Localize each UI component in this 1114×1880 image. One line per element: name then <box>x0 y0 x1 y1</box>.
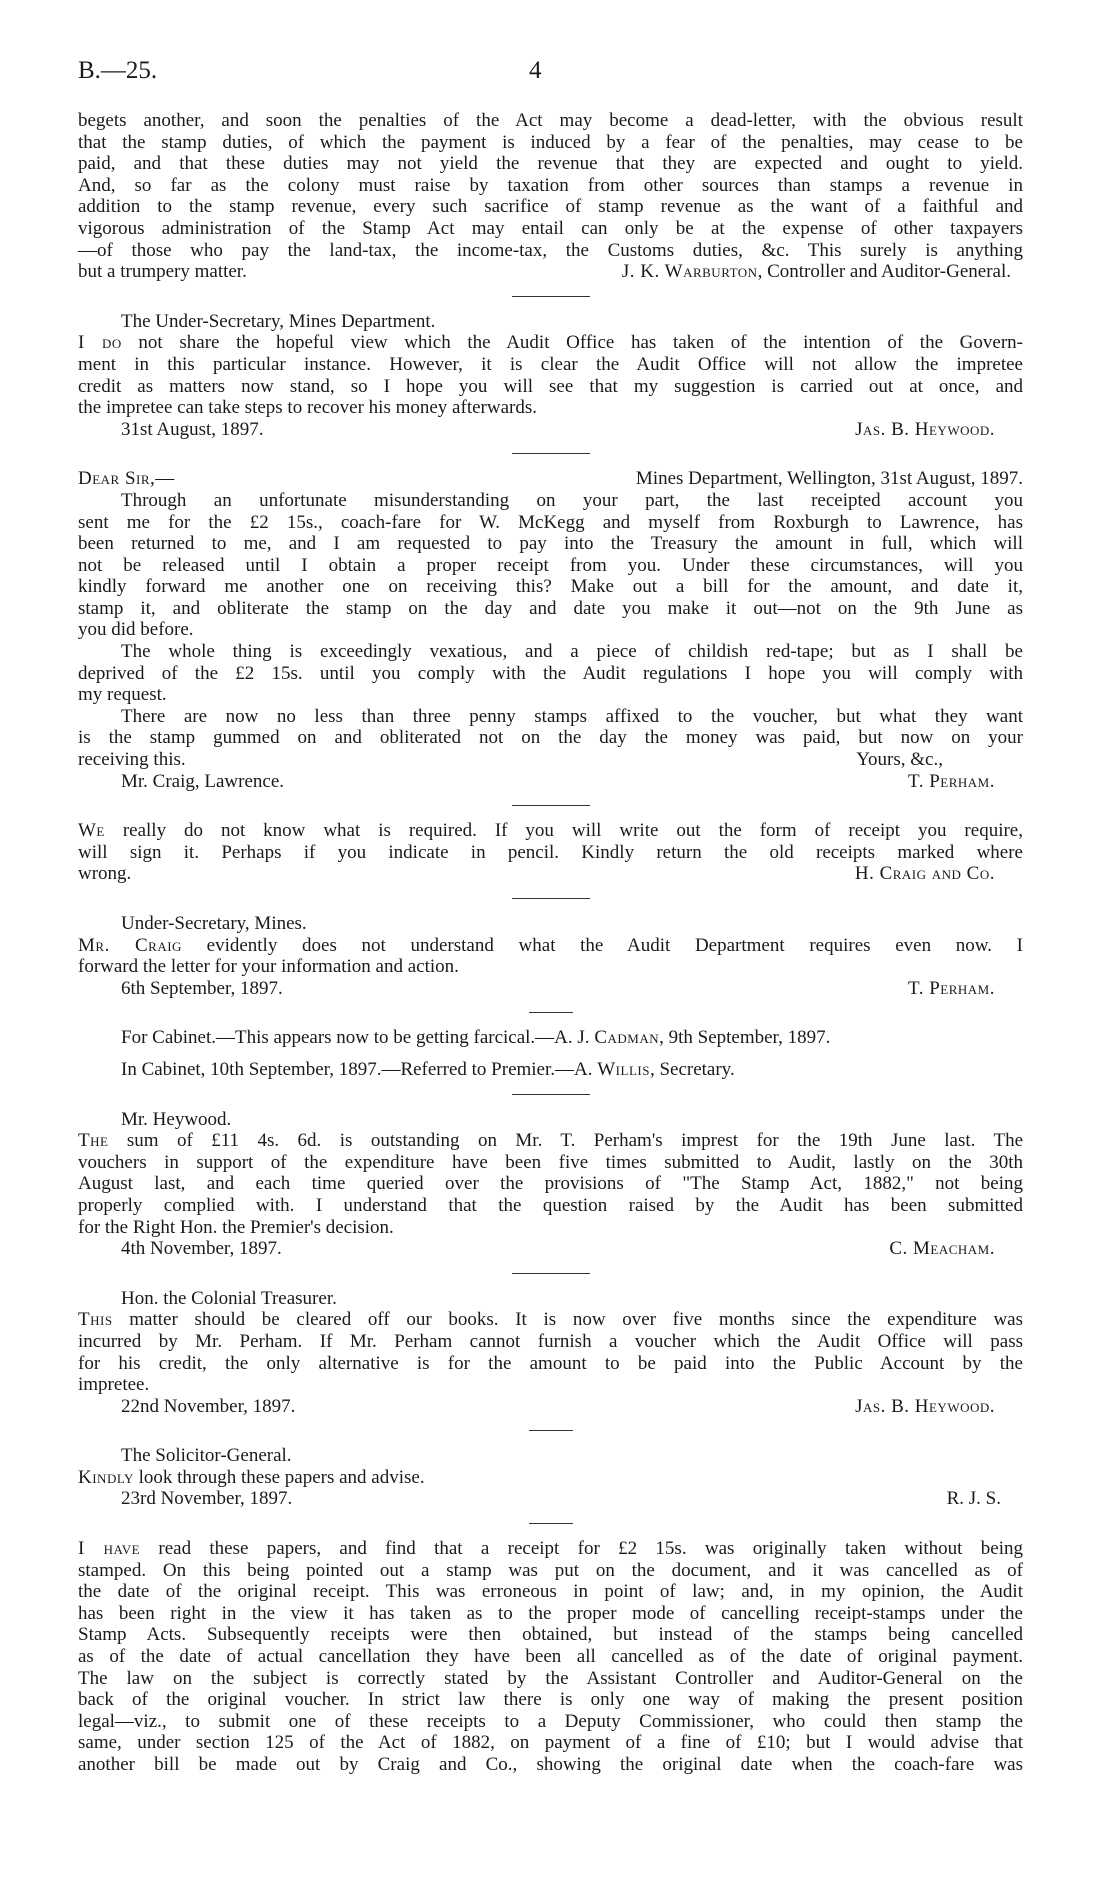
text-segment: matter should be cleared off our books. It is now over five months since the expenditure was <box>112 1309 1023 1331</box>
text-line: incurred by Mr. Perham. If Mr. Perham cannot furnish a voucher which the Audit Office will pass <box>78 1330 1023 1352</box>
text-line: Stamp Acts. Subsequently receipts were then obtained, but instead of the stamps being cancelled <box>78 1624 1023 1646</box>
text-line: kindly forward me another one on receiving this? Make out a bill for the amount, and date it, <box>78 576 1023 598</box>
heywood-minute <box>78 311 1023 441</box>
text-line: as of the date of actual cancellation they have been all cancelled as of the date of original payment. <box>78 1646 1023 1668</box>
signature-row <box>78 1396 1023 1418</box>
section-divider <box>512 453 590 454</box>
signature: T. Perham. <box>908 770 995 792</box>
date: 4th November, 1897. <box>121 1238 282 1260</box>
addressee: Mr. Heywood. <box>121 1108 232 1130</box>
signature-row <box>78 261 1023 283</box>
text-line <box>78 332 1023 354</box>
text-line: impretee. <box>78 1374 150 1396</box>
text-line: legal—viz., to submit one of these receipts to a Deputy Commissioner, who could then stamp the <box>78 1710 1023 1732</box>
text-line: forward the letter for your information and action. <box>78 956 459 978</box>
text-line: but a trumpery matter. <box>78 261 247 283</box>
text-line: August last, and each time queried over the provisions of "The Stamp Act, 1882," not being <box>78 1173 1023 1195</box>
text-segment: read these papers, and find that a receipt for £2 15s. was originally taken without being <box>140 1538 1023 1560</box>
text-line: —of those who pay the land-tax, the income-tax, the Customs duties, &c. This surely is anything <box>78 239 1023 261</box>
text-line: another bill be made out by Craig and Co., showing the original date when the coach-fare was <box>78 1754 1023 1775</box>
text-line: And, so far as the colony must raise by taxation from other sources than stamps a revenue in <box>78 174 1023 196</box>
text-line <box>78 1467 1023 1489</box>
document-reference: B.—25. <box>78 57 158 84</box>
salutation: Dear Sir,— <box>78 468 175 490</box>
section-divider <box>512 1273 590 1274</box>
meacham-minute <box>78 1109 1023 1260</box>
section-divider <box>529 1523 573 1524</box>
text-line: properly complied with. I understand that the question raised by the Audit has been submitted <box>78 1194 1023 1216</box>
date: , 9th September, 1897. <box>659 1027 831 1049</box>
text-line: vigorous administration of the Stamp Act may entail can only be at the expense of other taxpayers <box>78 217 1023 239</box>
text-line <box>78 935 1023 957</box>
perham-minute <box>78 913 1023 999</box>
perham-letter <box>78 468 1023 792</box>
signature-row <box>78 863 1023 885</box>
text-line: stamped. On this being pointed out a stamp was put on the document, and it was cancelled as of <box>78 1559 1023 1581</box>
text-line: Through an unfortunate misunderstanding on your part, the last receipted account you <box>121 489 1023 511</box>
text-line: the date of the original receipt. This was erroneous in point of law; and, in my opinion, the Audit <box>78 1581 1023 1603</box>
section-divider <box>512 898 590 899</box>
text-line: The whole thing is exceedingly vexatious, and a piece of childish red-tape; but as I shall be <box>121 641 1023 663</box>
lead-word: Kindly <box>78 1466 134 1488</box>
text-segment: look through these papers and advise. <box>133 1466 425 1488</box>
text-line: same, under section 125 of the Act of 1882, on payment of a fine of £10; but I would advise that <box>78 1732 1023 1754</box>
solicitor-opinion <box>78 1538 1023 1776</box>
text-line <box>78 1130 1023 1152</box>
text-line: There are now no less than three penny stamps affixed to the voucher, but what they want <box>121 705 1023 727</box>
date: 6th September, 1897. <box>121 977 283 999</box>
text-segment: sum of £11 4s. 6d. is outstanding on Mr. T. Perham's imprest for the 19th June last. The <box>108 1130 1023 1152</box>
page-content <box>78 110 1023 1776</box>
signature: Jas. B. Heywood. <box>855 418 995 440</box>
addressee: The Under-Secretary, Mines Department. <box>121 310 436 332</box>
text-line: for the Right Hon. the Premier's decision. <box>78 1216 394 1238</box>
closing-row <box>78 749 1023 771</box>
signature-row <box>78 1238 1023 1260</box>
text-line <box>78 820 1023 842</box>
text-line: begets another, and soon the penalties of the Act may become a dead-letter, with the obvious result <box>78 110 1023 131</box>
text-line: deprived of the £2 15s. until you comply with the Audit regulations I hope you will comply with <box>78 662 1023 684</box>
cabinet-referral <box>78 1059 1023 1081</box>
signature-row <box>78 771 1023 793</box>
signature-row <box>78 1488 1023 1510</box>
signature-name: J. K. Warburton <box>621 261 758 283</box>
signature <box>622 261 1011 283</box>
signature-title: , Secretary. <box>649 1058 735 1080</box>
warburton-memo <box>78 110 1023 283</box>
section-divider <box>512 805 590 806</box>
addressee: The Solicitor-General. <box>121 1445 292 1467</box>
addressee: Mr. Craig, Lawrence. <box>121 770 285 792</box>
text-segment: really do not know what is required. If you will write out the form of receipt you require, <box>104 820 1023 842</box>
section-divider <box>529 1012 573 1013</box>
text-line: back of the original voucher. In strict law there is only one way of making the present position <box>78 1689 1023 1711</box>
text-line: been returned to me, and I am requested to pay into the Treasury the amount in full, which will <box>78 533 1023 555</box>
text-line: The law on the subject is correctly stated by the Assistant Controller and Auditor-General on the <box>78 1667 1023 1689</box>
signature: R. J. S. <box>946 1488 1001 1510</box>
text-line: sent me for the £2 15s., coach-fare for W. McKegg and myself from Roxburgh to Lawrence, has <box>78 511 1023 533</box>
text-line: that the stamp duties, of which the payment is induced by a fear of the penalties, may cease to be <box>78 131 1023 153</box>
lead-word: The <box>78 1130 109 1152</box>
text-line: is the stamp gummed on and obliterated not on the day the money was paid, but now on your <box>78 727 1023 749</box>
text-line: the impretee can take steps to recover his money afterwards. <box>78 397 537 419</box>
text-segment: evidently does not understand what the Audit Department requires even now. I <box>181 934 1024 956</box>
craig-reply <box>78 820 1023 885</box>
signature: H. Craig and Co. <box>854 863 995 885</box>
spacer <box>78 1049 1023 1059</box>
date: 31st August, 1897. <box>121 418 264 440</box>
text-line: vouchers in support of the expenditure have been five times submitted to Audit, lastly on the 30th <box>78 1151 1023 1173</box>
text-line <box>78 1309 1023 1331</box>
text-line: you did before. <box>78 619 194 641</box>
text-segment: In Cabinet, 10th September, 1897.—Referred to Premier.—A. <box>121 1058 598 1080</box>
lead-word: Mr. Craig <box>78 934 182 956</box>
solicitor-referral <box>78 1445 1023 1510</box>
lead-word: I have <box>78 1538 141 1560</box>
date: 22nd November, 1897. <box>121 1395 296 1417</box>
signature: Jas. B. Heywood. <box>855 1395 995 1417</box>
text-line: stamp it, and obliterate the stamp on the day and date you make it out—not on the 9th June as <box>78 597 1023 619</box>
cabinet-minute <box>78 1027 1023 1049</box>
signature: T. Perham. <box>908 977 995 999</box>
signature-title: , Controller and Auditor-General. <box>757 261 1011 283</box>
text-line: addition to the stamp revenue, every such sacrifice of stamp revenue as the want of a faithful and <box>78 196 1023 218</box>
place-date: Mines Department, Wellington, 31st August, 1897. <box>635 468 1023 490</box>
page-number: 4 <box>529 57 542 84</box>
signature: C. Meacham. <box>889 1238 995 1260</box>
addressee: Under-Secretary, Mines. <box>121 913 307 934</box>
signature-name: Cadman <box>594 1027 660 1049</box>
lead-word: I do <box>78 332 122 354</box>
text-line: my request. <box>78 684 167 706</box>
text-line: for his credit, the only alternative is for the amount to be paid into the Public Account by the <box>78 1352 1023 1374</box>
text-line: paid, and that these duties may not yield the revenue that they are expected and ought to yield. <box>78 153 1023 175</box>
text-line: will sign it. Perhaps if you indicate in pencil. Kindly return the old receipts marked where <box>78 841 1023 863</box>
letter-heading <box>78 468 1023 490</box>
lead-word: This <box>78 1309 113 1331</box>
text-segment: not share the hopeful view which the Audit Office has taken of the intention of the Govern- <box>121 332 1023 354</box>
addressee: Hon. the Colonial Treasurer. <box>121 1287 337 1309</box>
page-header <box>78 57 1023 90</box>
signature-row <box>78 978 1023 1000</box>
text-line: ment in this particular instance. However, it is clear the Audit Office will not allow the impretee <box>78 353 1023 375</box>
signature-row <box>78 419 1023 441</box>
heywood-treasurer-minute <box>78 1288 1023 1418</box>
closing: Yours, &c., <box>856 749 943 771</box>
section-divider <box>512 296 590 297</box>
text-line: wrong. <box>78 863 132 885</box>
section-divider <box>512 1094 590 1095</box>
text-line <box>78 1538 1023 1560</box>
section-divider <box>529 1430 573 1431</box>
lead-word: We <box>78 820 105 842</box>
signature-name: Willis <box>597 1058 650 1080</box>
text-line: receiving this. <box>78 749 186 771</box>
text-line: not be released until I obtain a proper receipt from you. Under these circumstances, will you <box>78 554 1023 576</box>
text-line: has been right in the view it has taken as to the proper mode of cancelling receipt-stamps under the <box>78 1602 1023 1624</box>
text-segment: For Cabinet.—This appears now to be getting farcical.—A. J. <box>121 1027 595 1049</box>
text-line: credit as matters now stand, so I hope you will see that my suggestion is carried out at once, and <box>78 375 1023 397</box>
date: 23rd November, 1897. <box>121 1488 293 1510</box>
